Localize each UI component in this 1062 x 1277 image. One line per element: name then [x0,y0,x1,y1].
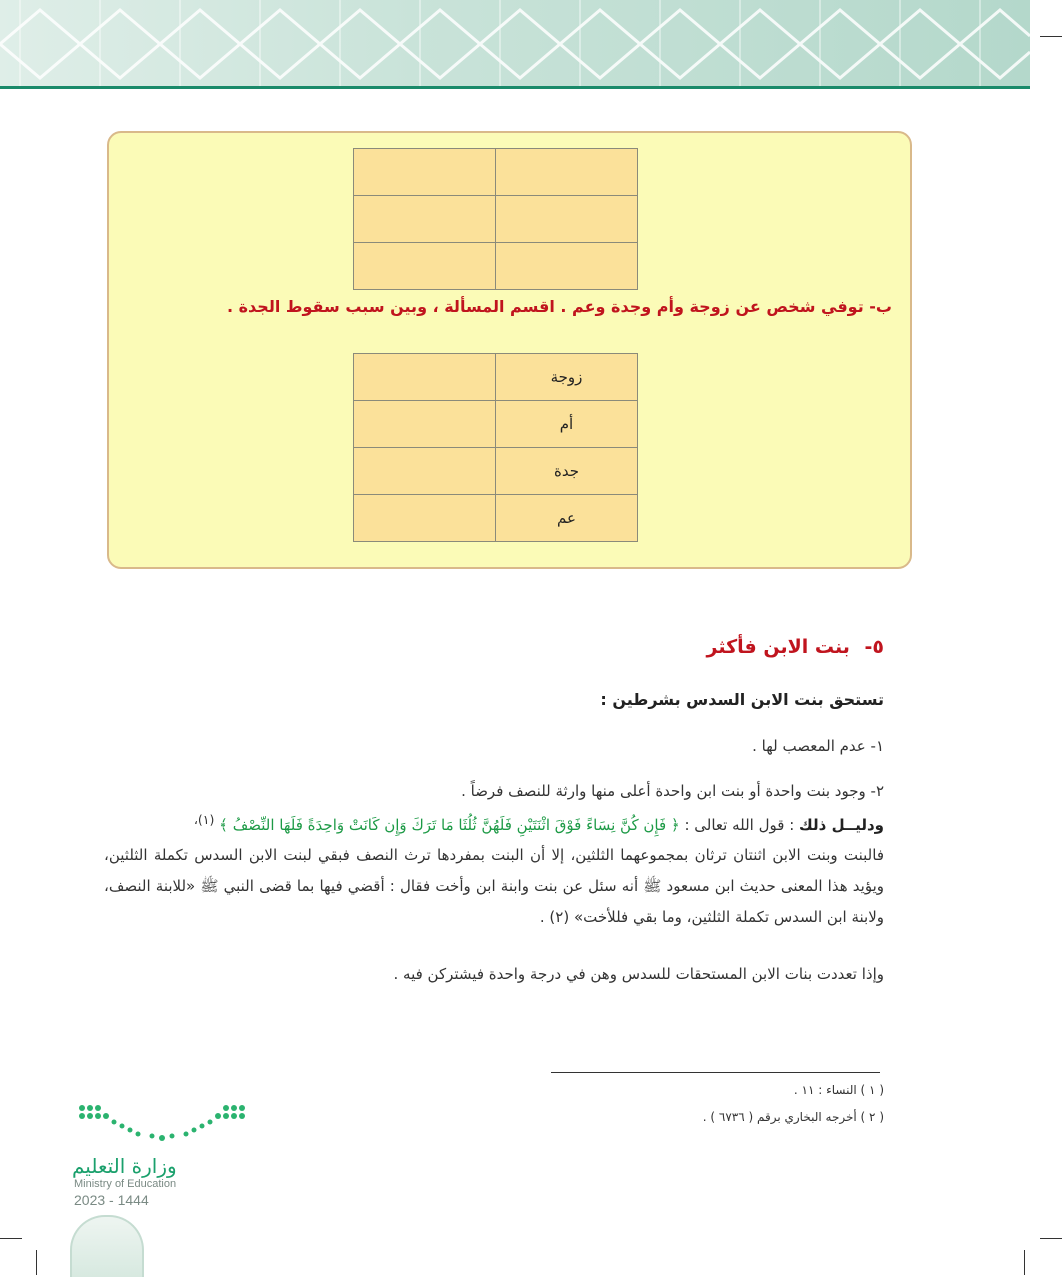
condition-item: ١- عدم المعصب لها . [752,737,884,755]
answer-cell[interactable] [354,401,496,448]
logo-arabic-text: وزارة التعليم [72,1154,177,1178]
section-intro: تستحق بنت الابن السدس بشرطين : [600,690,884,709]
table-cell[interactable] [496,149,638,196]
proof-lead: : قول الله تعالى : [684,816,795,834]
table-cell[interactable] [354,149,496,196]
explanation-paragraph: فالبنت وبنت الابن اثنتان ترثان بمجموعهما الثلثين، إلا أن البنت بمفردها ترث النصف فبقي لبنت الابن السدس تكملة الثلثين، ويؤيد هذا المعنى حديث ابن مسعود ﷺ أنه سئل عن بنت وابنة ابن وأخت فقال : أقضي فيها بما قضى النبي ﷺ «للابنة النصف، ولابنة ابن السدس تكملة الثلثين، وما بقي فللأخت» (٢) . [104,846,884,926]
heirs-table [353,353,638,542]
activity-question: ب- توفي شخص عن زوجة وأم وجدة وعم . اقسم المسألة ، وبين سبب سقوط الجدة . [226,297,892,316]
footnote: ( ٢ ) أخرجه البخاري برقم ( ٦٧٣٦ ) . [702,1110,884,1124]
islamic-pattern-icon [0,0,1030,88]
heir-label: عم [496,495,638,542]
table-row [354,243,638,290]
ministry-logo [72,1098,262,1208]
table-cell[interactable] [354,196,496,243]
quran-verse: ﴿ فَإِن كُنَّ نِسَاءً فَوْقَ اثْنَتَيْنِ فَلَهُنَّ ثُلُثَا مَا تَرَكَ وَإِن كَانَتْ وَاحِدَةً فَلَهَا النِّصْفُ ﴾ [219,816,680,834]
heir-label: زوجة [496,354,638,401]
crop-mark [1040,36,1062,37]
table-row [354,196,638,243]
closing-text: وإذا تعددت بنات الابن المستحقات للسدس وهن في درجة واحدة فيشتركن فيه . [393,965,884,983]
table-row [354,354,638,401]
page-arch-decoration [70,1215,144,1277]
table-cell[interactable] [496,196,638,243]
section-heading [707,636,884,658]
table-row [354,401,638,448]
heir-label: أم [496,401,638,448]
answer-cell[interactable] [354,495,496,542]
proof-label: ودليــل ذلك [799,816,884,834]
table-row [354,495,638,542]
crop-mark [0,1238,22,1239]
condition-item: ٢- وجود بنت واحدة أو بنت ابن واحدة أعلى منها وارثة للنصف فرضاً . [461,782,884,800]
logo-english-text: Ministry of Education [74,1178,177,1190]
activity-box [107,131,912,569]
ministry-logo-icon [72,1098,252,1146]
crop-mark [36,1250,37,1275]
footnote: ( ١ ) النساء : ١١ . [793,1083,884,1097]
table-row [354,149,638,196]
table-cell[interactable] [354,243,496,290]
heir-label: جدة [496,448,638,495]
footnote-ref: (١)، [193,812,215,827]
answer-cell[interactable] [354,448,496,495]
crop-mark [1024,1250,1025,1275]
footnote-divider [551,1072,880,1073]
table-cell[interactable] [496,243,638,290]
logo-year: 2023 - 1444 [74,1192,149,1208]
section-title: بنت الابن فأكثر [706,636,850,658]
section-number: ٥- [864,636,884,658]
answer-cell[interactable] [354,354,496,401]
header-rule [0,86,1030,89]
blank-answer-table [353,148,638,290]
crop-mark [1040,1238,1062,1239]
proof-line [194,812,884,834]
table-row [354,448,638,495]
header-pattern [0,0,1030,88]
